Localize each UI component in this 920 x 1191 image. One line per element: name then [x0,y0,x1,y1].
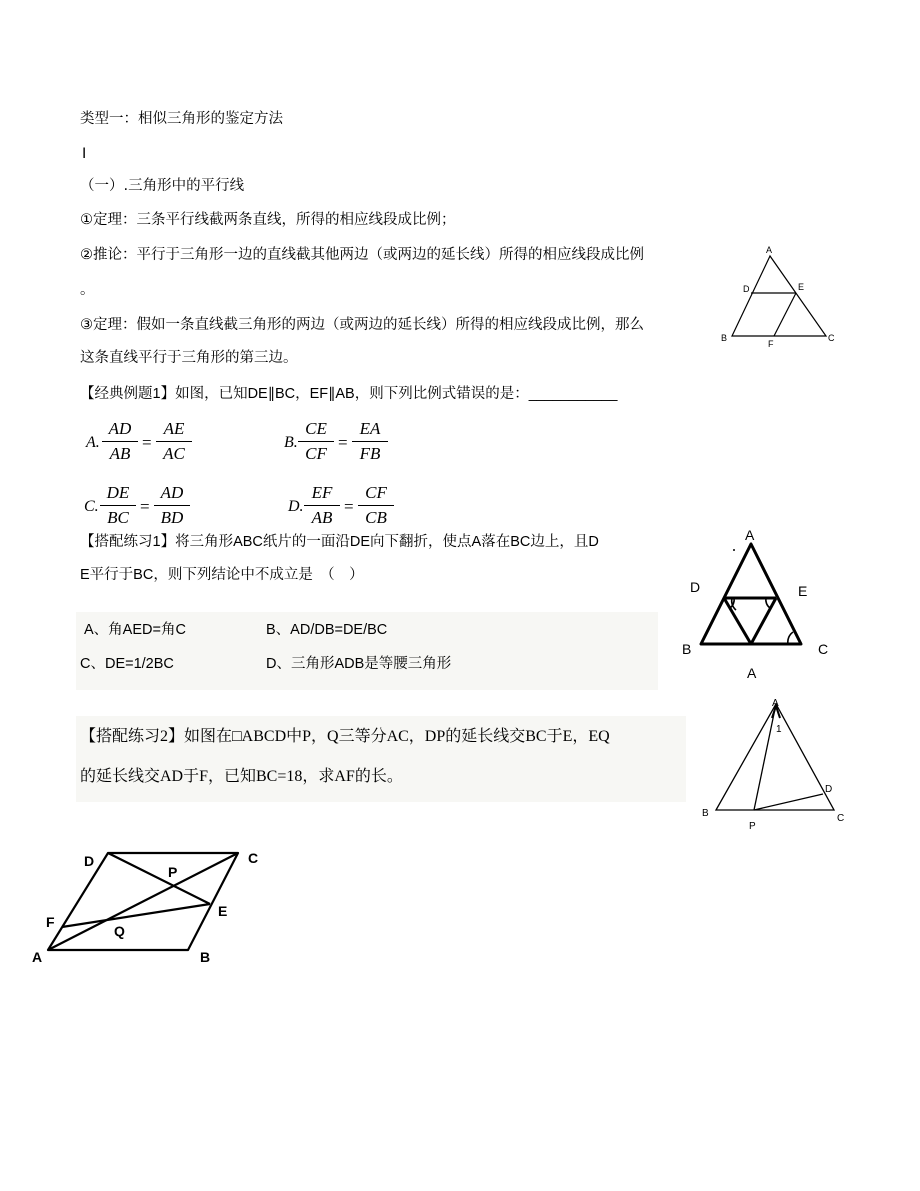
figure-parallelogram [20,838,280,978]
label-f: F [768,339,774,349]
label-e: E [798,282,805,292]
denominator: CF [305,444,327,463]
fold-side-e [751,598,776,644]
corollary-2-end: 。 [80,282,95,298]
segment-ap [754,704,776,810]
equals-sign: = [344,497,354,516]
equals-sign: = [140,497,150,516]
fraction [304,483,340,528]
denominator: AB [311,508,333,527]
segment-dpe [108,853,210,904]
practice-1-option-c: C、DE=1/2BC [80,656,174,672]
label-b: B [682,641,692,657]
segment-ef [774,293,796,336]
denominator: BC [107,508,129,527]
label-p: P [749,821,756,832]
label-c: C [837,813,845,824]
marker: I [82,146,87,162]
label-d: D [690,579,701,595]
option-b-label: B. [284,434,298,451]
numerator: CE [305,419,327,438]
option-a-label: A. [86,434,100,451]
segment-eqf [62,904,210,927]
label-e: E [218,903,228,919]
practice-1-option-d: D、三角形ADB是等腰三角形 [266,656,452,672]
practice-1-option-b: B、AD/DB=DE/BC [266,622,388,638]
segment-pd [754,794,823,810]
denominator: AC [163,444,185,463]
label-a: A [745,527,755,543]
equals-sign: = [142,433,152,452]
example-1-question: 【经典例题1】如图，已知DE∥BC，EF∥AB，则下列比例式错误的是： [80,386,529,402]
label-f: F [46,914,55,930]
fraction [352,419,388,464]
equals-sign: = [338,433,348,452]
label-b: B [200,949,211,965]
label-b: B [721,333,728,343]
practice-2-line1: 【搭配练习2】如图在□ABCD中P，Q三等分AC，DP的延长线交BC于E，EQ [80,728,610,745]
label-c: C [248,850,259,866]
label-c: C [818,641,829,657]
numerator: DE [106,483,130,502]
practice-1-line2: E平行于BC，则下列结论中不成立是 （ ） [80,567,364,583]
label-p: P [168,864,178,880]
denominator: AB [109,444,131,463]
label-a: A [766,245,773,255]
triangle-abc [716,704,834,810]
numerator: AE [163,419,185,438]
answer-blank: ___________ [528,386,618,402]
numerator: EA [359,419,381,438]
triangle-abc [701,544,801,644]
theorem-3-cont: 这条直线平行于三角形的第三边。 [80,350,298,366]
label-a: A [772,698,779,709]
fold-side-d [724,598,751,644]
heading: 类型一：相似三角形的鉴定方法 [80,111,283,127]
triangle-abc [732,256,826,336]
label-a: A [32,949,43,965]
figure-triangle-de-ef [716,240,846,350]
section-title: （一）.三角形中的平行线 [80,178,245,194]
practice-1-line1: 【搭配练习1】将三角形ABC纸片的一面沿DE向下翻折，使点A落在BC边上，且D [80,534,599,550]
figure-folded-triangle [676,526,846,686]
label-angle-1: 1 [776,724,782,735]
fraction [100,483,136,528]
corollary-2: ②推论：平行于三角形一边的直线截其他两边（或两边的延长线）所得的相应线段成比例 [80,247,644,263]
label-a-folded: A [747,665,757,681]
label-e: E [798,583,808,599]
option-d-label: D. [288,498,304,515]
option-c-label: C. [84,498,99,515]
dot [733,549,735,551]
denominator: CB [365,508,387,527]
angle-mark-c [788,632,793,644]
diagonal-ac [48,853,238,950]
label-q: Q [114,923,125,939]
fraction [154,483,190,528]
numerator: EF [311,483,333,502]
fraction [102,419,138,464]
example-1-title [80,384,617,404]
denominator: BD [160,508,184,527]
numerator: AD [160,483,184,502]
fraction [156,419,192,464]
label-d: D [825,784,833,795]
label-d: D [743,284,750,294]
figure-triangle-pd [696,694,856,834]
numerator: CF [365,483,387,502]
theorem-1: ①定理：三条平行线截两条直线，所得的相应线段成比例； [80,212,456,228]
fraction [298,419,334,464]
practice-2-line2: 的延长线交AD于F，已知BC=18，求AF的长。 [80,768,403,785]
label-c: C [828,333,835,343]
label-b: B [702,808,709,819]
practice-1-option-a: A、角AED=角C [84,622,186,638]
theorem-3: ③定理：假如一条直线截三角形的两边（或两边的延长线）所得的相应线段成比例，那么 [80,317,644,333]
label-d: D [84,853,95,869]
numerator: AD [108,419,132,438]
denominator: FB [359,444,381,463]
fraction [358,483,394,528]
